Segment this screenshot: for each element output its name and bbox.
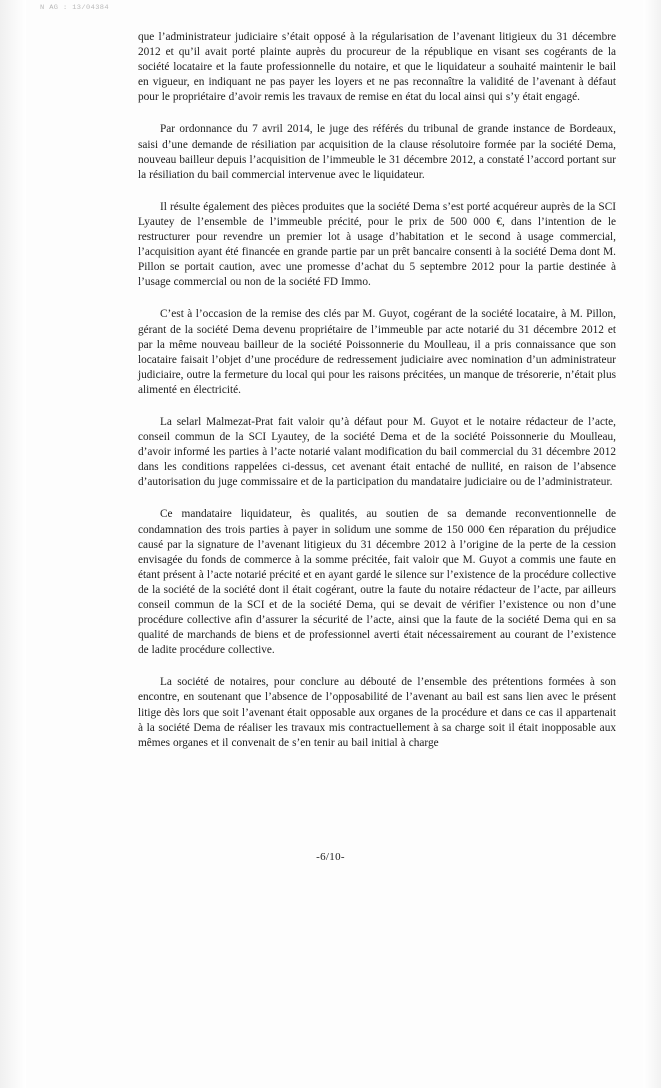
page-number: -6/10- [316,851,345,863]
document-body [138,30,616,768]
page-right-edge-shading [643,0,661,1088]
paragraph: La société de notaires, pour conclure au débouté de l’ensemble des prétentions formées à son encontre, en soutenant que l’absence de l’opposabilité de l’avenant au bail est sans lien avec le présent litige dès lors que soit l’avenant était opposable aux organes de la procédure et dans ce cas il appartenait à la société Dema de réaliser les travaux mis contractuellement à sa charge soit il était inopposable aux mêmes organes et il convenait de s’en tenir au bail initial à charge [138,676,616,749]
paragraph: C’est à l’occasion de la remise des clés par M. Guyot, cogérant de la société locataire, à M. Pillon, gérant de la société Dema devenu propriétaire de l’immeuble par acte notarié du 31 décembre 2012 et par la même nouveau bailleur de la société Poissonnerie du Moulleau, il a pris connaissance que son locataire faisait l’objet d’une procédure de redressement judiciaire avec nomination d’un administrateur judiciaire, outre la fermeture du local qui pour les raisons précitées, un manque de trésorerie, n’était plus alimenté en électricité. [138,308,616,396]
page-left-edge-shading [0,0,26,1088]
paragraph: Il résulte également des pièces produites que la société Dema s’est porté acquéreur auprès de la SCI Lyautey de l’ensemble de l’immeuble précité, pour le prix de 500 000 €, dans l’intention de le restructurer pour revendre un premier lot à usage d’habitation et le second à usage commercial, l’acquisition ayant été financée en grande partie par un prêt bancaire consenti à la société Dema dont M. Pillon se portait caution, avec une promesse d’achat du 5 septembre 2012 pour la partie destinée à l’usage commercial ou non de la société FD Immo. [138,200,616,289]
paragraph: Par ordonnance du 7 avril 2014, le juge des référés du tribunal de grande instance de Bordeaux, saisi d’une demande de résiliation par acquisition de la clause résolutoire formée par la société Dema, nouveau bailleur depuis l’acquisition de l’immeuble le 31 décembre 2012, a constaté l’accord portant sur la résiliation du bail commercial intervenue avec le liquidateur. [138,123,616,181]
paragraph: La selarl Malmezat-Prat fait valoir qu’à défaut pour M. Guyot et le notaire rédacteur de l’acte, conseil commun de la SCI Lyautey, de la société Dema et de la société Poissonnerie du Moulleau, d’avoir informé les parties à l’acte notarié valant modification du bail commercial du 31 décembre 2012 dans les conditions rappelées ci-dessus, cet avenant était entaché de nullité, en raison de l’absence d’autorisation du juge commissaire et de la participation du mandataire judiciaire ou de l’administrateur. [138,415,616,489]
scan-header-stamp: N AG : 13/04384 [40,4,110,12]
paragraph: que l’administrateur judiciaire s’était opposé à la régularisation de l’avenant litigieux du 31 décembre 2012 et qu’il avait porté plainte auprès du procureur de la république en visant ses cogérants de la société locataire et la faute professionnelle du notaire, et que le liquidateur a souhaité maintenir le bail en vigueur, en indiquant ne pas payer les loyers et ne pas reconnaître la validité de l’avenant à défaut pour le propriétaire d’avoir remis les travaux de remise en état du local ainsi qui s’y était engagé. [138,31,616,104]
paragraph: Ce mandataire liquidateur, ès qualités, au soutien de sa demande reconventionnelle de condamnation des trois parties à payer in solidum une somme de 150 000 €en réparation du préjudice causé par la signature de l’avenant litigieux du 31 décembre 2012 à l’origine de la perte de la cession envisagée du fonds de commerce à la somme précitée, fait valoir que M. Guyot a commis une faute en étant présent à l’acte notarié précité et en ayant gardé le silence sur l’existence de la procédure collective de la société de la société dont il était cogérant, outre la faute du notaire rédacteur de l’acte, par ailleurs conseil commun de la SCI et de la société Dema, qui se devait de vérifier l’existence ou non d’une procédure collective afin d’assurer la sécurité de l’acte, ainsi que la faute de la société Dema qui en sa qualité de marchands de biens et de professionnel averti était nécessairement au courant de l’existence de ladite procédure collective. [138,508,616,657]
